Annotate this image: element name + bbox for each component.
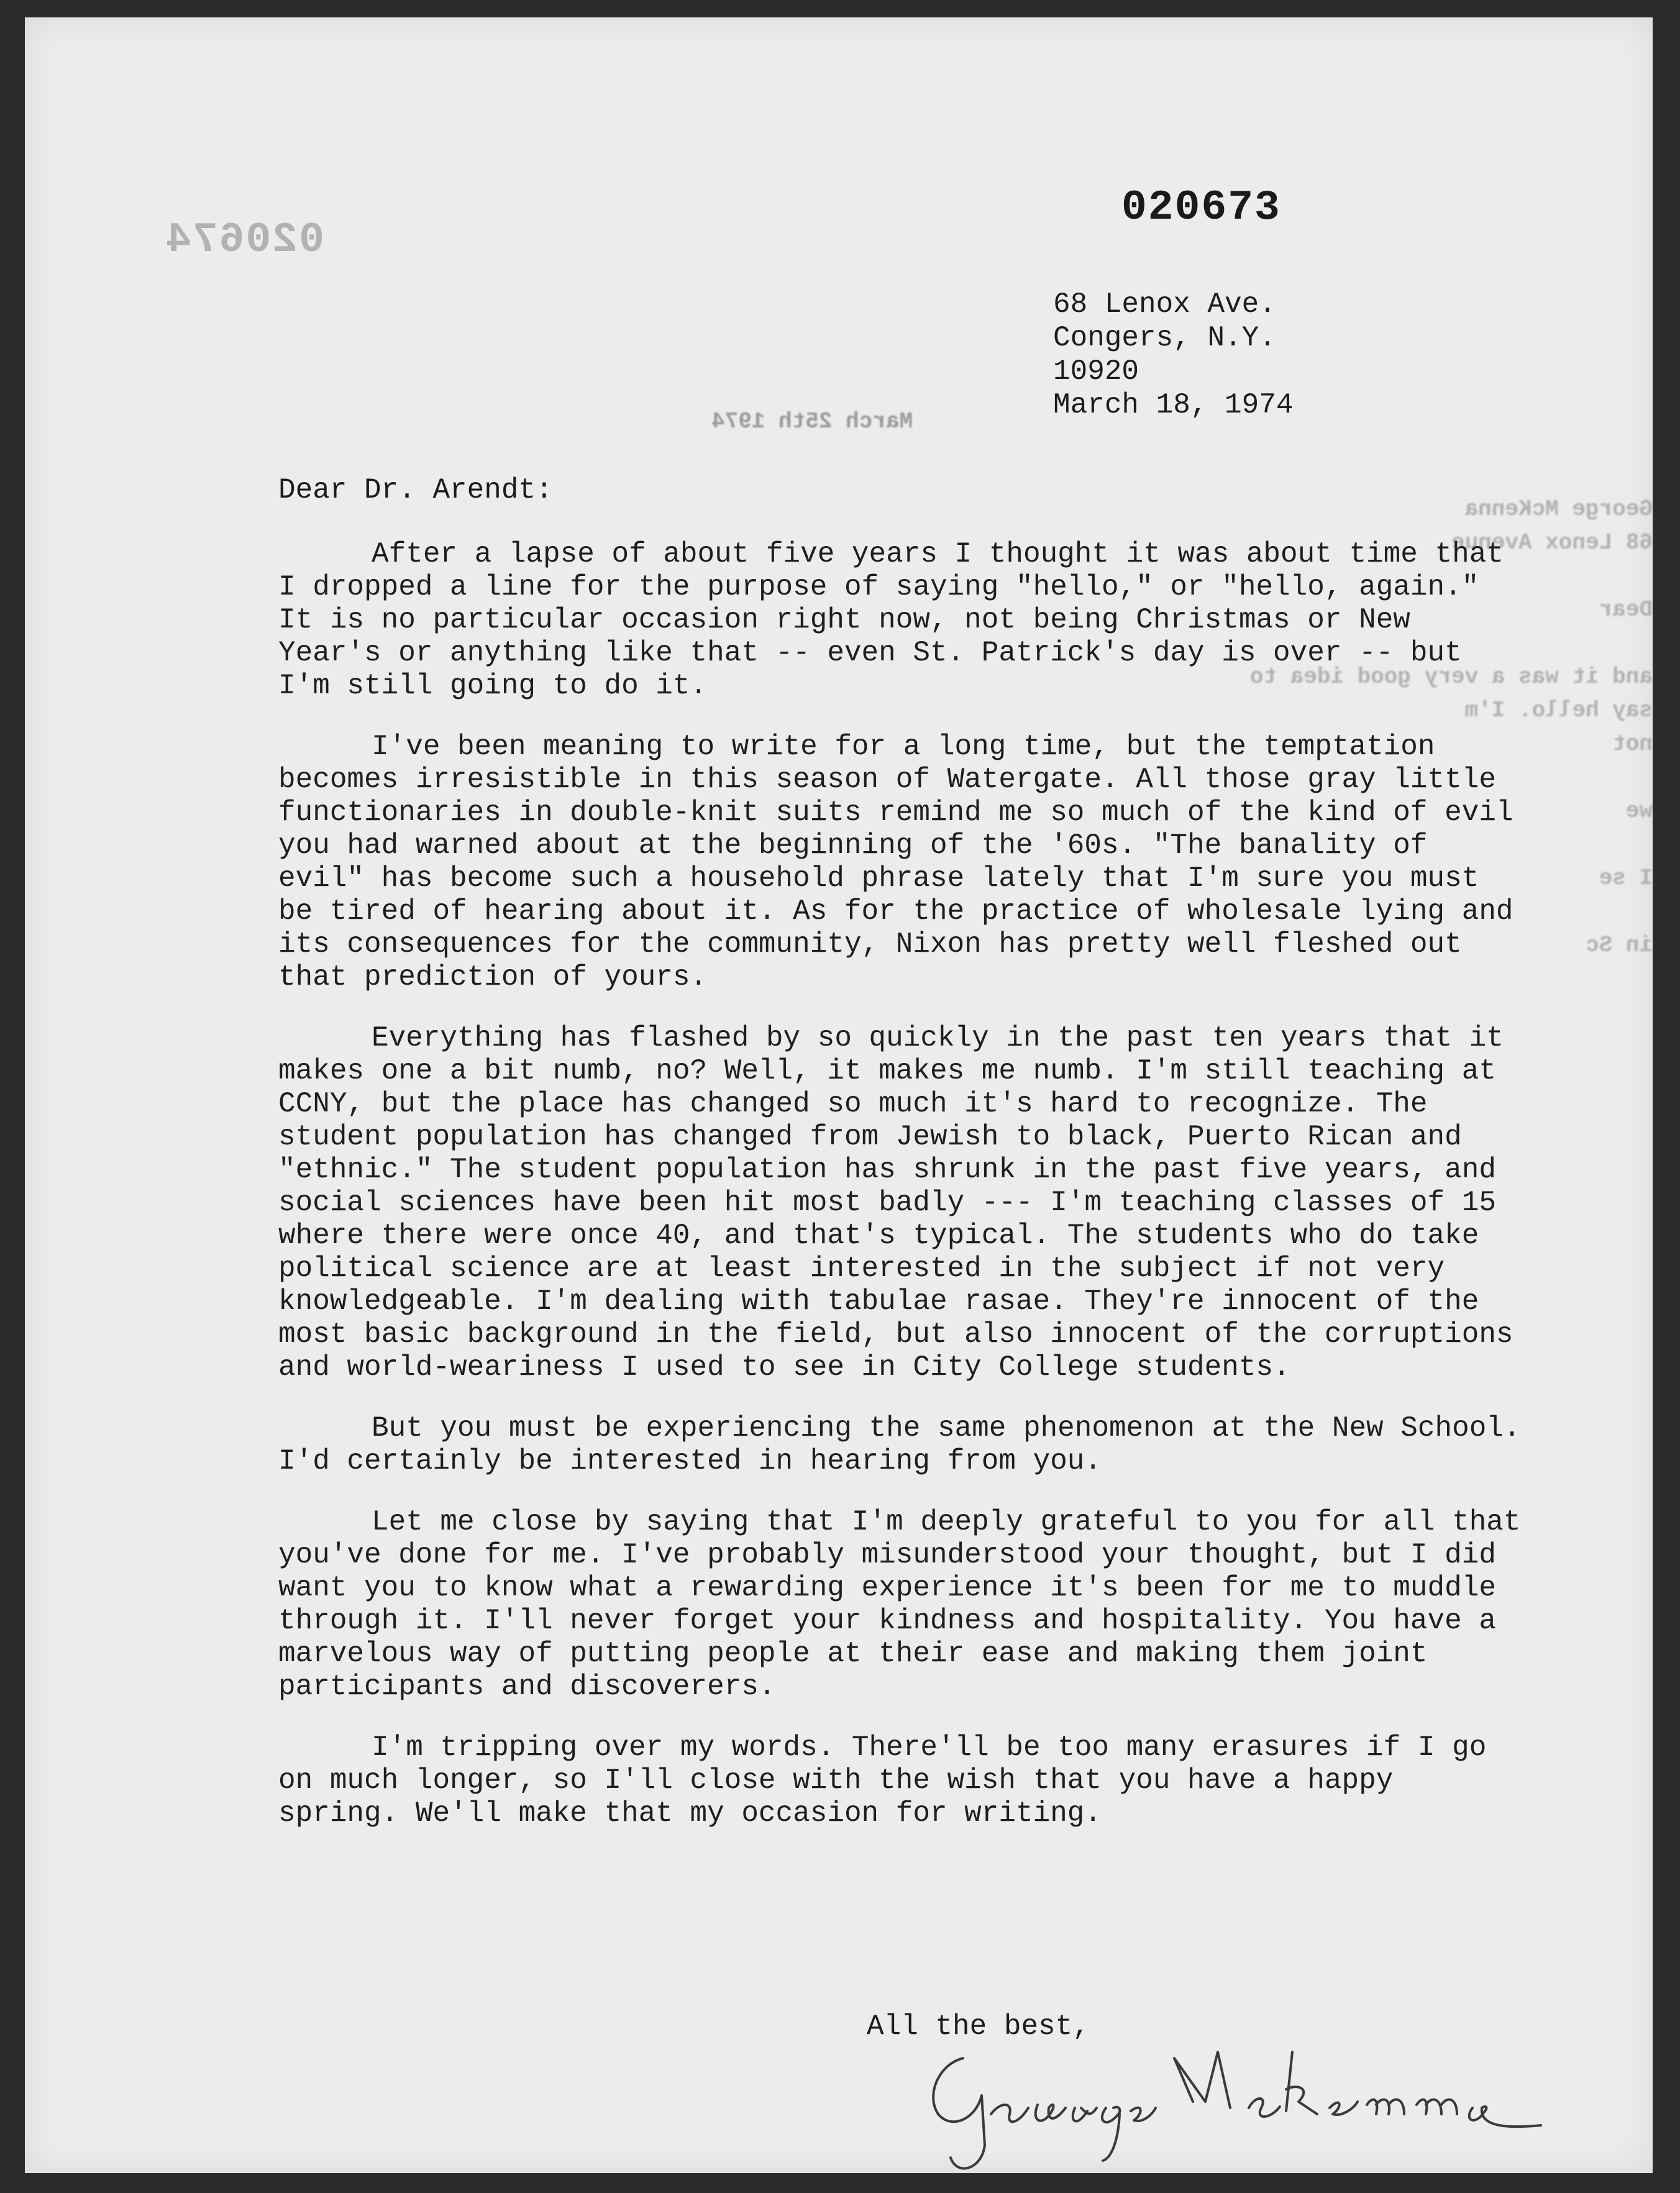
paragraph: I've been meaning to write for a long time, but the temptation becomes irresistible in this season of Watergate. All those gray little functionaries in double-knit suits remind me so much of the kind of evil you had warned about at the beginning of the '60s. "The banality of evil" has become such a household phrase lately that I'm sure you must be tired of hearing about it. As for the practice of wholesale lying and its consequences for the community, Nixon has pretty well fleshed out that prediction of yours.: [278, 731, 1513, 993]
bleed-line: and it was a very good idea to say hello. I'm: [1249, 664, 1653, 723]
address-zip: 10920: [1053, 355, 1139, 388]
letter-page: [25, 17, 1653, 2173]
salutation: Dear Dr. Arendt:: [278, 474, 553, 506]
bleed-line: Dear: [1599, 597, 1653, 622]
sender-address: [1053, 288, 1293, 422]
handwritten-signature: [882, 2021, 1578, 2173]
bleed-line: 68 Lenox Avenue: [1451, 530, 1653, 555]
closing: All the best,: [867, 2010, 1090, 2043]
bleed-line: I se: [1599, 865, 1653, 891]
bleed-line: in Sc: [1585, 932, 1653, 958]
paragraph: But you must be experiencing the same phenomenon at the New School. I'd certainly be interested in hearing from you.: [278, 1412, 1521, 1477]
bleed-through-number: 020674: [165, 216, 324, 264]
document-number: 020673: [1121, 184, 1281, 232]
letter-body: [278, 538, 1527, 1858]
address-city: Congers, N.Y.: [1053, 322, 1276, 354]
bleed-line: not: [1612, 731, 1653, 757]
bleed-through-date: March 25th 1974: [711, 409, 913, 434]
letter-date: March 18, 1974: [1053, 389, 1294, 421]
bleed-line: George McKenna: [1464, 496, 1653, 522]
paragraph: Let me close by saying that I'm deeply grateful to you for all that you've done for me. I've probably misunderstood your thought, but I did want you to know what a rewarding experience it's been for me to muddle through it. I'll never forget your kindness and hospitality. You have a marvelous way of putting people at their ease and making them joint participants and discoverers.: [278, 1506, 1521, 1703]
address-street: 68 Lenox Ave.: [1053, 288, 1276, 321]
paragraph: Everything has flashed by so quickly in the past ten years that it makes one a bit numb, no? Well, it makes me numb. I'm still teaching at CCNY, but the place has changed so much it's hard to recognize. The student population has changed from Jewish to black, Puerto Rican and "ethnic." The student population has shrunk in the past five years, and social sciences have been hit most badly --- I'm teaching classes of 15 where there were once 40, and that's typical. The students who do take political science are at least interested in the subject if not very knowledgeable. I'm dealing with tabulae rasae. They're innocent of the most basic background in the field, but also innocent of the corruptions and world-weariness I used to see in City College students.: [278, 1022, 1513, 1384]
bleed-line: we: [1625, 798, 1653, 824]
paragraph: I'm tripping over my words. There'll be too many erasures if I go on much longer, so I'll close with the wish that you have a happy spring. We'll make that my occasion for writing.: [278, 1731, 1487, 1830]
paragraph: After a lapse of about five years I thought it was about time that I dropped a line for the purpose of saying "hello," or "hello, again." It is no particular occasion right now, not being Christmas or New Year's or anything like that -- even St. Patrick's day is over -- but I'm still going to do it.: [278, 538, 1504, 702]
